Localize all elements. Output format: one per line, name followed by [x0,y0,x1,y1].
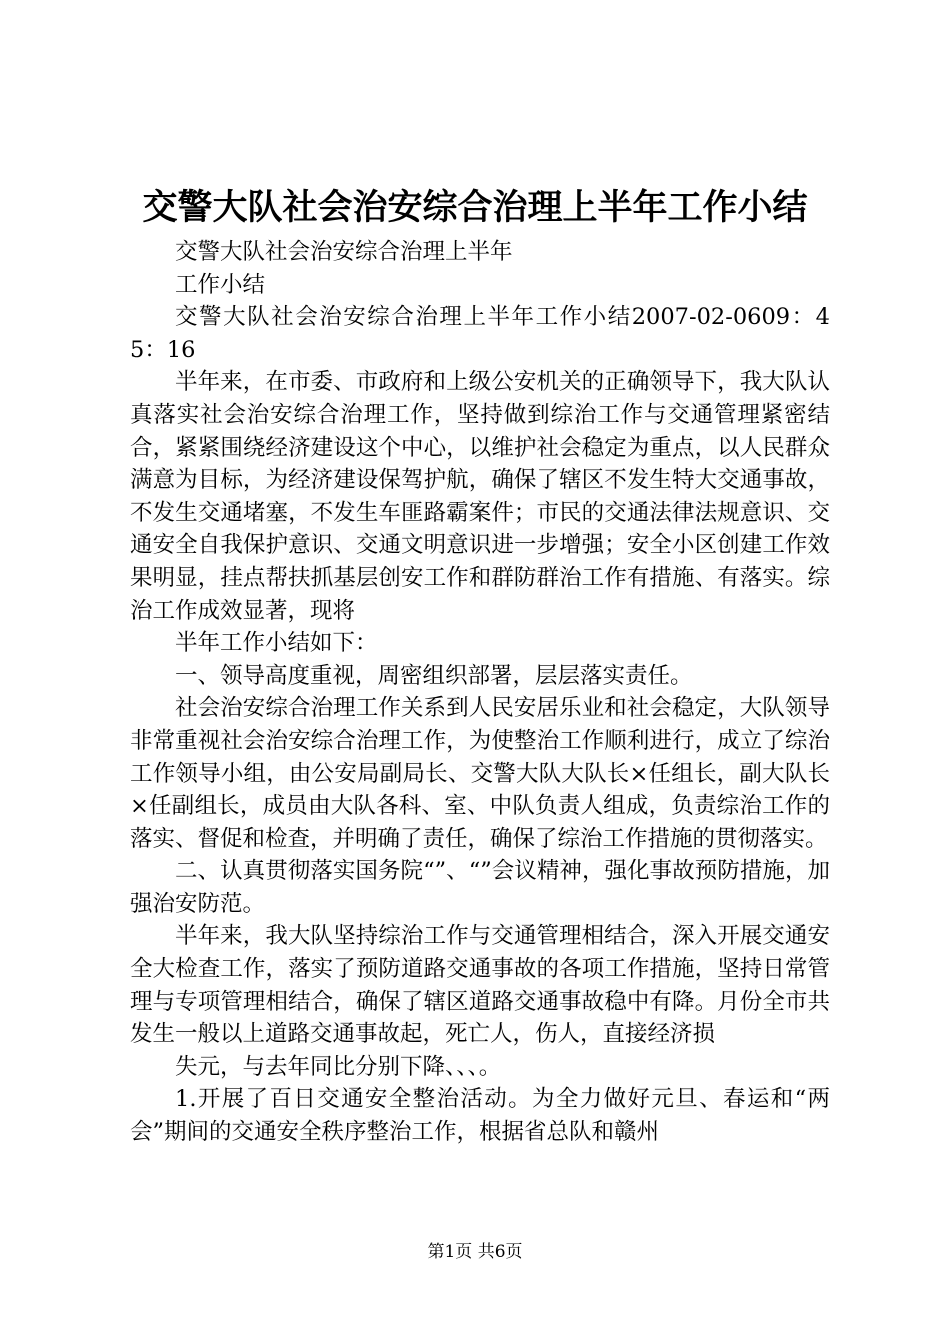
section-heading-2: 二、认真贯彻落实国务院“”、“”会议精神，强化事故预防措施，加强治安防范。 [130,858,830,917]
page-number-footer: 第1页 共6页 [427,1242,523,1262]
document-title: 交警大队社会治安综合治理上半年工作小结 [142,187,808,228]
intro-paragraph: 半年来，在市委、市政府和上级公安机关的正确领导下，我大队认真落实社会治安综合治理工作，坚持做到综治工作与交通管理紧密结合，紧紧围绕经济建设这个中心，以维护社会稳定为重点，以人民群众满意为目标，为经济建设保驾护航，确保了辖区不发生特大交通事故，不发生交通堵塞，不发生车匪路霸案件；市民的交通法律法规意识、交通安全自我保护意识、交通文明意识进一步增强；安全小区创建工作效果明显，挂点帮扶抓基层创安工作和群防群治工作有措施、有落实。综治工作成效显著，现将 [130,369,830,624]
subtitle-line-2: 工作小结 [175,271,266,298]
section-1-paragraph: 社会治安综合治理工作关系到人民安居乐业和社会稳定，大队领导非常重视社会治安综合治理工作，为使整治工作顺利进行，成立了综治工作领导小组，由公安局副局长、交警大队大队长×任组长，副大队长×任副组长，成员由大队各科、室、中队负责人组成，负责综治工作的落实、督促和检查，并明确了责任，确保了综治工作措施的贯彻落实。 [130,695,830,852]
summary-lead-paragraph: 半年工作小结如下： [175,630,378,657]
item-1-paragraph: 1.开展了百日交通安全整治活动。为全力做好元旦、春运和“两会”期间的交通安全秩序整治工作，根据省总队和赣州 [130,1086,830,1146]
section-heading-1: 一、领导高度重视，周密组织部署，层层落实责任。 [175,662,693,689]
section-2-paragraph: 半年来，我大队坚持综治工作与交通管理相结合，深入开展交通安全大检查工作，落实了预防道路交通事故的各项工作措施，坚持日常管理与专项管理相结合，确保了辖区道路交通事故稳中有降。月份全市共发生一般以上道路交通事故起，死亡人，伤人，直接经济损 [130,923,830,1048]
subtitle-line-1: 交警大队社会治安综合治理上半年 [175,239,513,265]
loss-statistics-paragraph: 失元，与去年同比分别下降、、、。 [175,1053,502,1080]
dateline-paragraph: 交警大队社会治安综合治理上半年工作小结2007-02-0609：45：16 [130,304,830,363]
document-body [130,236,830,1149]
